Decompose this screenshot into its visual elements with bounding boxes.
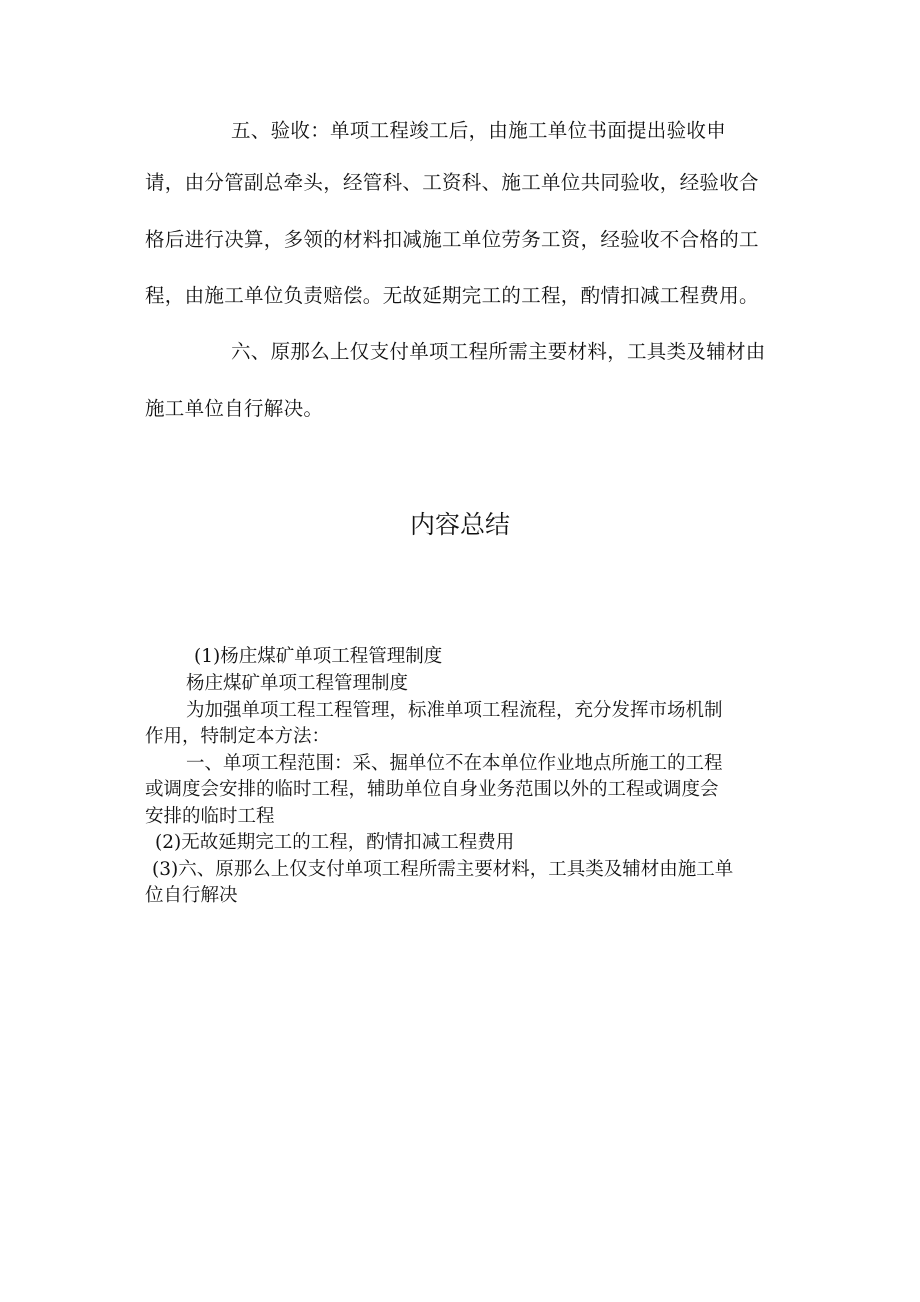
paragraph-five-line-1: 五、验收：单项工程竣工后，由施工单位书面提出验收申 [231, 119, 727, 142]
paragraph-six-line-1: 六、原那么上仅支付单项工程所需主要材料，工具类及辅材由 [231, 340, 766, 363]
paragraph-five-line-2: 请，由分管副总牵头，经管科、工资科、施工单位共同验收，经验收合 [145, 171, 759, 194]
summary-subtitle: 杨庄煤矿单项工程管理制度 [186, 673, 409, 694]
summary-title: 内容总结 [409, 510, 510, 539]
summary-item-2: (2)无故延期完工的工程，酌情扣减工程费用 [155, 832, 515, 853]
paragraph-five-line-4: 程，由施工单位负责赔偿。无故延期完工的工程，酌情扣减工程费用。 [145, 284, 759, 307]
paragraph-six-line-2: 施工单位自行解决。 [145, 397, 324, 420]
summary-paragraph-1-line-1: 为加强单项工程工程管理，标准单项工程流程，充分发挥市场机制 [186, 700, 723, 721]
summary-item-3-line-2: 位自行解决 [145, 885, 238, 906]
summary-item-3-line-1: (3)六、原那么上仅支付单项工程所需主要材料，工具类及辅材由施工单 [152, 859, 734, 880]
summary-paragraph-2-line-3: 安排的临时工程 [145, 806, 275, 827]
summary-paragraph-1-line-2: 作用，特制定本方法： [145, 726, 331, 747]
summary-paragraph-2-line-2: 或调度会安排的临时工程，辅助单位自身业务范围以外的工程或调度会 [145, 779, 719, 800]
summary-paragraph-2-line-1: 一、单项工程范围：采、掘单位不在本单位作业地点所施工的工程 [186, 753, 723, 774]
summary-item-1: (1)杨庄煤矿单项工程管理制度 [194, 646, 443, 667]
paragraph-five-line-3: 格后进行决算，多领的材料扣减施工单位劳务工资，经验收不合格的工 [145, 228, 759, 251]
